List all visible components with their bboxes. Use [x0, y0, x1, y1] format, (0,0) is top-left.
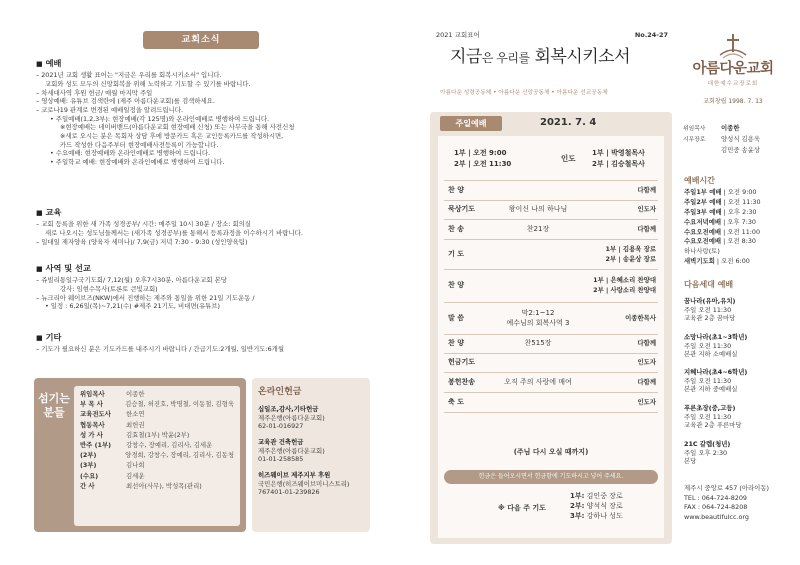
account-bank: 국민은행(히즈웨이브미니스트리) — [258, 479, 350, 488]
next-gen-dept — [684, 404, 794, 430]
service-order-panel — [438, 136, 664, 538]
worship-time-row — [684, 237, 794, 247]
servant-role: (수요) — [80, 471, 99, 480]
news-line: – 코로나19 관계로 변경된 예배일정을 알려드립니다. — [36, 106, 183, 114]
worship-time: | 오전 8:30 — [721, 237, 756, 246]
order-leader-line: 다함께 — [637, 339, 656, 348]
order-leader — [592, 245, 658, 264]
service-order-row — [444, 334, 658, 353]
order-leader-line: 2부 | 송윤상 장로 — [605, 254, 656, 263]
service-order-row — [444, 269, 658, 302]
order-leader-line: 이종한목사 — [625, 313, 656, 322]
service-order-row — [444, 392, 658, 412]
service-order-row — [444, 372, 658, 392]
account-purpose: 십일조,감사,기타헌금 — [258, 405, 319, 414]
dept-name: 지혜나라(초4~6학년) — [684, 368, 748, 376]
prayer-part: 3부: — [570, 512, 585, 521]
right-page — [400, 0, 800, 565]
order-content-line: 찬515장 — [524, 339, 552, 348]
section-worship — [36, 58, 386, 166]
order-leader-line: 다함께 — [637, 224, 656, 233]
order-leader — [592, 378, 658, 388]
worship-name: 수요오전예배 — [684, 237, 722, 246]
worship-time: | 오전 11:30 — [721, 197, 761, 206]
service-order-row — [444, 353, 658, 372]
worship-time-row — [684, 198, 794, 208]
servant-row — [80, 482, 234, 492]
news-line: • 일정 : 6,26일(목)~7,21(수) #제주 21기도, 비대면(유튜브) — [45, 302, 221, 311]
servant-row — [80, 390, 234, 400]
church-founded: 교회창립 1998. 7. 13 — [703, 98, 763, 105]
order-content — [484, 205, 592, 214]
servants-heading: 섬기는 분들 — [38, 392, 70, 419]
staff-role: 시무장로 — [683, 137, 706, 143]
section-heading: ■ 기타 — [36, 332, 62, 342]
account-bank: 제주은행(아름다운교회) — [258, 446, 325, 455]
staff-row — [683, 135, 791, 146]
service-order-row — [444, 200, 658, 219]
news-line: – 영상예배: 유튜브 검색란에 (제주 아름다운교회)를 검색하세요. — [36, 97, 215, 106]
order-content-line: 예수님의 회복사역 3 — [506, 318, 570, 327]
worship-time-row — [684, 228, 794, 238]
order-leader — [592, 276, 658, 295]
news-line: 강사: 임현수목사(토론토 큰빛교회) — [60, 285, 158, 294]
worship-name: 주일1부 예배 — [684, 188, 722, 196]
news-line: – 차세대사역 후원 헌금/ 매월 마지막 주일 — [36, 88, 153, 97]
worship-time-row — [684, 188, 794, 198]
order-leader — [592, 225, 658, 235]
order-item: 찬 양 — [448, 339, 464, 348]
staff-name: 이종한 — [721, 124, 740, 132]
dept-place: 본관 지하 중예배실 — [684, 385, 738, 394]
service-order-row — [444, 302, 658, 334]
order-item: 찬 양 — [448, 281, 464, 290]
section-etc — [36, 332, 386, 354]
servant-role: 부 목 사 — [80, 400, 103, 409]
worship-times — [684, 188, 794, 267]
dept-time: 주일 오후 2:30 — [684, 448, 728, 457]
dept-name: 푸른초장(중,고등) — [684, 404, 736, 412]
account-bank: 제주은행(아름다운교회) — [258, 413, 325, 422]
servant-names: 김효철(1부) 박윤(2부) — [126, 430, 190, 439]
servant-names: 강창수, 장예리, 김리사, 김세운 — [126, 440, 213, 449]
service-order-row — [444, 239, 658, 269]
news-line: • 주일학교 예배: 현장예배와 온라인예배로 병행하여 드립니다. — [50, 157, 225, 166]
prayer-part: 2부: — [570, 502, 585, 511]
church-denomination: 대한예수교장로회 — [707, 81, 759, 87]
account-number: 767401-01-239826 — [258, 488, 320, 497]
dept-place: 교육관 2층 푸른마당 — [684, 421, 742, 430]
online-offering-title: 온라인헌금 — [258, 387, 302, 397]
dept-time: 주일 오전 11:30 — [684, 341, 732, 350]
prayer-item — [570, 491, 623, 501]
order-item: 봉헌찬송 — [448, 377, 476, 386]
news-line: 교회와 성도 모두의 신앙회복을 위해 노력하고 기도할 수 있기를 바랍니다. — [45, 80, 251, 89]
news-line: – 교회 등록을 위한 새 가족 성경공부/ 시간: 매주일 10시 30분 / 장소: 회의실 — [36, 220, 251, 229]
servant-names: 김세운 — [126, 471, 145, 480]
dept-time: 주일 오전 11:30 — [684, 412, 732, 421]
servant-names: 최헌권 — [126, 420, 145, 429]
dept-time: 주일 오전 11:30 — [684, 376, 732, 385]
order-leader-line: 2부 | 사랑소리 찬양대 — [593, 286, 656, 294]
servant-row — [80, 400, 234, 410]
online-offering-box — [252, 378, 370, 532]
news-line: ※현장예배는 네이버밴드(아름다운교회 현장예배 신청) 또는 사무국을 통해 사전신청 — [60, 123, 295, 132]
worship-name: 주일3부 예배 — [684, 207, 722, 216]
servant-role: 위임목사 — [80, 390, 105, 398]
news-line: – 뉴크리아 웨이브즈(NKW)에서 진행하는 제주와 통일을 위한 21일 기도운동 / — [36, 293, 255, 302]
bulletin-number: No.24-27 — [634, 31, 668, 39]
servants-list — [74, 386, 240, 526]
motto-year-label: 2021 교회표어 — [436, 31, 480, 39]
section-heading: ■ 예배 — [36, 58, 62, 68]
worship-time: | 오전 11:00 — [721, 227, 761, 236]
order-content — [484, 378, 592, 387]
offering-account — [258, 471, 364, 497]
account-number: 01-01-258585 — [258, 455, 304, 464]
news-line: – 2021년 교회 생활 표어는 "지금은 우리를 회복시키소서" 입니다. — [36, 71, 222, 80]
order-leader-line: 인도자 — [637, 205, 656, 214]
worship-time-row — [684, 257, 794, 267]
section-education — [36, 207, 386, 246]
prayer-item — [570, 501, 623, 511]
order-leader — [592, 205, 658, 215]
next-week-prayer: ※ 다음 주 기도 1부: 김인중 장로 2부: 양석식 장로 3부: 강하나 성도 — [498, 492, 623, 521]
next-gen-dept — [684, 333, 794, 359]
dept-name: 꿈나라(유아,유치) — [684, 297, 736, 305]
order-leader — [592, 358, 658, 368]
order-item: 기 도 — [448, 249, 464, 258]
servant-row — [80, 451, 234, 461]
order-item: 말 씀 — [448, 313, 464, 322]
servant-role: 반주 (1부) — [80, 440, 112, 449]
servant-row — [80, 441, 234, 451]
church-contact: 제주시 중앙로 457 (아라이동) TEL : 064-724-8209 FAX : 064-724-8208 www.beautifulcc.org — [684, 484, 770, 521]
prayer-name: 양석식 장로 — [586, 502, 623, 511]
worship-time: | 오전 9:00 — [721, 188, 757, 196]
account-purpose: 히즈웨이브 제주지부 후원 — [258, 470, 331, 479]
prayer-name: 김인중 장로 — [586, 492, 623, 500]
account-number: 62-01-016927 — [258, 422, 304, 431]
order-content-line: 왕이신 나의 하나님 — [508, 205, 568, 214]
service-date: 2021. 7. 4 — [540, 117, 597, 128]
news-line: – 일대일 제자양육 (양육자 세미나)/ 7,9(금) 저녁 7:30 - 9:30 (성인양육팀) — [36, 237, 248, 246]
servant-names: 최선아(사무), 박성목(관리) — [126, 481, 202, 490]
motto-subtitle: 아름다운 성령공동체 • 아름다운 신앙공동체 • 아름다운 선교공동체 — [440, 90, 608, 96]
order-item: 찬 송 — [448, 224, 464, 233]
order-item: 축 도 — [448, 397, 464, 406]
next-gen-dept — [684, 297, 794, 323]
service-tab: 주일예배 — [440, 116, 502, 131]
news-line: • 수요예배: 현장예배와 온라인예배로 병행하여 드립니다. — [50, 149, 211, 158]
service-order-end — [444, 412, 658, 413]
servant-names: 한소연 — [126, 410, 145, 419]
next-gen-dept — [684, 440, 794, 466]
service-order-row — [444, 219, 658, 239]
servant-names: 이종한 — [126, 390, 145, 398]
servant-row — [80, 461, 234, 471]
order-content-line: 막2:1~12 — [521, 309, 555, 318]
worship-time-row — [684, 247, 794, 257]
account-purpose: 교육관 건축헌금 — [258, 438, 304, 447]
worship-times-heading: 예배시간 — [684, 176, 715, 185]
church-logo-icon — [718, 33, 748, 59]
order-leader — [592, 314, 658, 324]
order-content — [484, 339, 592, 348]
servant-names: 양경희, 강창수, 장예리, 김리사, 김동청 — [125, 451, 234, 460]
worship-name: 새벽기도회 — [684, 257, 715, 266]
next-gen-heading: 다음세대 예배 — [684, 280, 734, 289]
dept-place: 교육관 2층 꿈마당 — [684, 314, 736, 323]
servant-names: 김승철, 허진호, 박명철, 이동철, 김형욱 — [125, 400, 234, 409]
worship-name: 주일2부 예배 — [684, 197, 722, 206]
offering-account — [258, 405, 364, 431]
news-line: 새로 나오시는 성도님들께서는 (새가족 성경공부)를 통해서 등록과정을 이수하시기 바랍니다. — [45, 229, 303, 238]
servant-role: 교육전도사 — [80, 410, 111, 419]
servant-row — [80, 472, 234, 482]
worship-name: 수요저녁예배 — [684, 217, 722, 226]
servant-role: (3부) — [80, 461, 97, 470]
order-leader-line: 인도자 — [637, 397, 656, 406]
staff-name: 김민중 송윤상 — [721, 146, 761, 154]
dept-name: 소망나라(초1~3학년) — [684, 333, 748, 341]
news-line: – 쥬빌리통일구국기도회/ 7,12(월) 오후7시30분, 아름다운교회 본당 — [36, 276, 227, 285]
order-content-line: 찬21장 — [526, 224, 550, 233]
dept-time: 주일 오전 11:30 — [684, 305, 732, 314]
news-line: – 기도가 필요하신 분은 기도카드를 내주시기 바랍니다 / 간급기도:2개월, 일반기도:6개월 — [36, 345, 284, 354]
worship-name: 수요오전예배 — [684, 227, 722, 236]
order-leader — [592, 398, 658, 408]
order-content-line: 오직 주의 사랑에 매여 — [504, 377, 572, 386]
church-motto: 지금은 우리를 회복시키소서 — [450, 47, 630, 67]
servant-role: 협동목사 — [80, 420, 105, 429]
servant-row — [80, 410, 234, 420]
servant-row — [80, 421, 234, 431]
staff-role: 위임목사 — [683, 126, 706, 132]
prayer-item — [570, 511, 623, 521]
dept-place: 본관 지하 소예배실 — [684, 350, 738, 359]
next-gen-dept — [684, 368, 794, 394]
service-closing: (주님 다시 오실 때까지) — [513, 448, 589, 456]
dept-place: 본당 — [684, 457, 697, 466]
dept-name: 21C 갈렙(청년) — [684, 440, 731, 448]
order-leader-line: 1부 | 김용욱 장로 — [605, 244, 656, 253]
worship-time: | 오전 6:00 — [714, 257, 750, 266]
church-name: 아름다운교회 — [692, 61, 774, 77]
service-order-row — [444, 180, 658, 200]
order-item: 헌금기도 — [448, 358, 476, 367]
order-leader — [592, 339, 658, 349]
staff-row — [683, 146, 791, 157]
staff-list — [683, 124, 791, 157]
worship-time: | 오후 2:30 — [721, 207, 757, 216]
sunday-service-box — [430, 112, 672, 544]
order-leader — [592, 186, 658, 196]
section-mission — [36, 263, 386, 311]
prayer-name: 강하나 성도 — [586, 512, 623, 521]
order-content — [484, 225, 592, 234]
worship-time-row — [684, 208, 794, 218]
staff-name: 양성식 김용욱 — [721, 135, 761, 143]
order-item: 찬 양 — [448, 185, 464, 194]
servant-role: (2부) — [80, 451, 97, 460]
news-line: 카드 작성한 다음주부터 현장예배사전등록이 가능합니다. — [60, 140, 219, 149]
order-item: 묵상기도 — [448, 205, 476, 214]
worship-time-row — [684, 218, 794, 228]
servant-row — [80, 431, 234, 441]
offering-note: 헌금은 들어오시면서 헌금함에 기도하시고 넣어 주세요. — [444, 470, 658, 484]
servants-box — [34, 378, 246, 532]
staff-row — [683, 124, 791, 135]
order-leader-line: 1부 | 은혜소리 찬양대 — [593, 276, 656, 285]
news-line: • 주일예배(1,2,3부): 현장예배(각 125명)와 온라인예배로 병행하여 드립니다. — [50, 114, 270, 123]
service-times: 1부 | 오전 9:00 2부 | 오전 11:30 인도 1부 | 박영철목사 2부 | 김승철목사 — [454, 149, 645, 168]
servant-role: 간 사 — [80, 481, 95, 490]
section-heading: ■ 사역 및 선교 — [36, 263, 91, 273]
prayer-part: 1부: — [570, 492, 585, 500]
worship-time: 하나사랑(토) — [684, 247, 720, 256]
news-title: 교회소식 — [143, 31, 259, 49]
order-leader-line: 다함께 — [637, 185, 656, 194]
offering-account — [258, 438, 364, 464]
order-content — [484, 309, 592, 328]
order-leader-line: 다함께 — [637, 377, 656, 386]
servant-names: 김나희 — [126, 461, 145, 470]
worship-time: | 오후 7:30 — [721, 217, 756, 226]
section-heading: ■ 교육 — [36, 207, 62, 217]
order-leader-line: 인도자 — [637, 358, 656, 367]
servant-role: 성 가 사 — [80, 430, 103, 439]
news-line: ※새로 오시는 분은 목회자 상담 후에 방문카드 혹은 교인등록카드를 작성하시면, — [60, 131, 284, 140]
